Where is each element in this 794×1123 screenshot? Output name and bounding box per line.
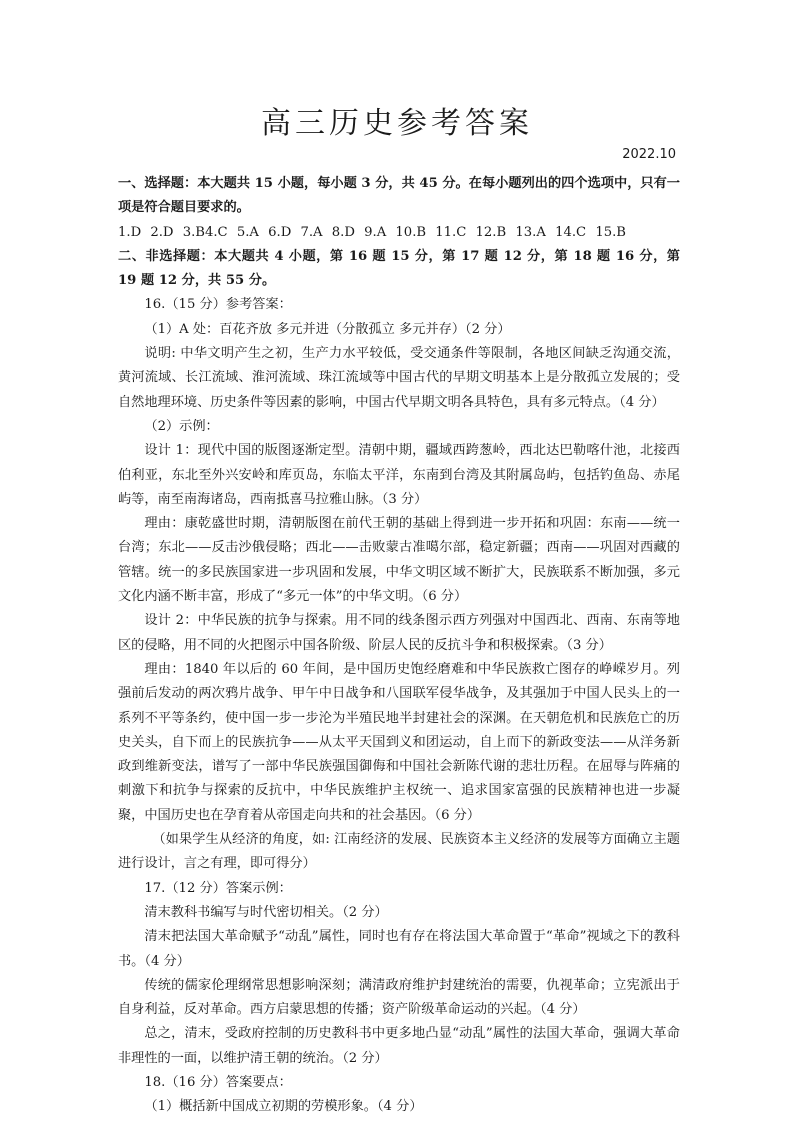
q16-note: （如果学生从经济的角度，如: 江南经济的发展、民族资本主义经济的发展等方面确立主题进行设计，言之有理，即可得分） — [118, 832, 680, 872]
q16-sub1: （1）A 处：百花齐放 多元并进（分散孤立 多元并存）（2 分） — [144, 321, 511, 337]
q16-reason2: 理由：1840 年以后的 60 年间，是中国历史饱经磨难和中华民族救亡图存的峥嵘岁月。列强前后发动的两次鸦片战争、甲午中日战争和八国联军侵华战争，及其强加于中国人民头上的一系列不平等条约，使中国一步一步沦为半殖民地半封建社会的深渊。在天朝危机和民族危亡的历史关头，自下而上的民族抗争——从太平天国到义和团运动，自上而下的新政变法——从洋务新政到维新变法，谱写了一部中华民族强国御侮和中国社会新陈代谢的悲壮历程。在屈辱与阵痛的刺激下和抗争与探索的反抗中，中华民族维护主权统一、追求国家富强的民族精神也进一步凝聚，中国历史也在孕育着从帝国走向共和的社会基因。（6 分） — [118, 661, 680, 823]
q16-heading: 16.（15 分）参考答案： — [144, 297, 292, 313]
document-date: 2022.10 — [622, 147, 676, 162]
q16-sub2: （2）示例： — [144, 418, 219, 434]
q17-heading: 17.（12 分）答案示例： — [144, 880, 292, 896]
q16-design2: 设计 2：中华民族的抗争与探索。用不同的线条图示西方列强对中国西北、西南、东南等地区的侵略，用不同的火把图示中国各阶级、阶层人民的反抗斗争和积极探索。（3 分） — [118, 613, 680, 653]
q18-heading: 18.（16 分）答案要点： — [144, 1074, 292, 1090]
choice-answers: 1.D 2.D 3.B4.C 5.A 6.D 7.A 8.D 9.A 10.B 11.C 12.B 13.A 14.C 15.B — [118, 224, 626, 240]
q16-design1: 设计 1：现代中国的版图逐渐定型。清朝中期，疆域西跨葱岭，西北达巴勒喀什池，北接西伯利亚，东北至外兴安岭和库页岛，东临太平洋，东南到台湾及其附属岛屿，包括钓鱼岛、赤尾屿等，南至南海诸岛，西南抵喜马拉雅山脉。（3 分） — [118, 443, 680, 507]
q16-sub1-explanation: 说明: 中华文明产生之初，生产力水平较低，受交通条件等限制，各地区间缺乏沟通交流，黄河流域、长江流域、淮河流域、珠江流域等中国古代的早期文明基本上是分散孤立发展的；受自然地理环境、历史条件等因素的影响，中国古代早期文明各具特色，具有多元特点。（4 分） — [118, 346, 680, 410]
q17-point2: 清末把法国大革命赋予“动乱”属性，同时也有存在将法国大革命置于“革命”视域之下的教科书。（4 分） — [118, 929, 680, 969]
q17-point4: 总之，清末，受政府控制的历史教科书中更多地凸显“动乱”属性的法国大革命，强调大革命非理性的一面，以维护清王朝的统治。（2 分） — [118, 1026, 680, 1066]
q17-point1: 清末教科书编写与时代密切相关。（2 分） — [144, 904, 388, 920]
q16-reason1: 理由：康乾盛世时期，清朝版图在前代王朝的基础上得到进一步开拓和巩固：东南——统一台湾；东北——反击沙俄侵略；西北——击败蒙古准噶尔部，稳定新疆；西南——巩固对西藏的管辖。统一的多民族国家进一步巩固和发展，中华文明区域不断扩大，民族联系不断加强，多元文化内涵不断丰富，形成了“多元一体”的中华文明。（6 分） — [118, 516, 680, 605]
q18-sub1: （1）概括新中国成立初期的劳模形象。（4 分） — [144, 1099, 423, 1115]
answer-body — [118, 172, 680, 1120]
part2-heading: 二、非选择题：本大题共 4 小题，第 16 题 15 分，第 17 题 12 分，第 18 题 16 分，第 19 题 12 分，共 55 分。 — [118, 248, 680, 289]
page-title: 高三历史参考答案 — [261, 106, 533, 141]
q17-point3: 传统的儒家伦理纲常思想影响深刻；满清政府维护封建统治的需要，仇视革命；立宪派出于自身利益，反对革命。西方启蒙思想的传播；资产阶级革命运动的兴起。（4 分） — [118, 977, 680, 1018]
part1-heading: 一、选择题：本大题共 15 小题，每小题 3 分，共 45 分。在每小题列出的四个选项中，只有一项是符合题目要求的。 — [118, 176, 680, 216]
